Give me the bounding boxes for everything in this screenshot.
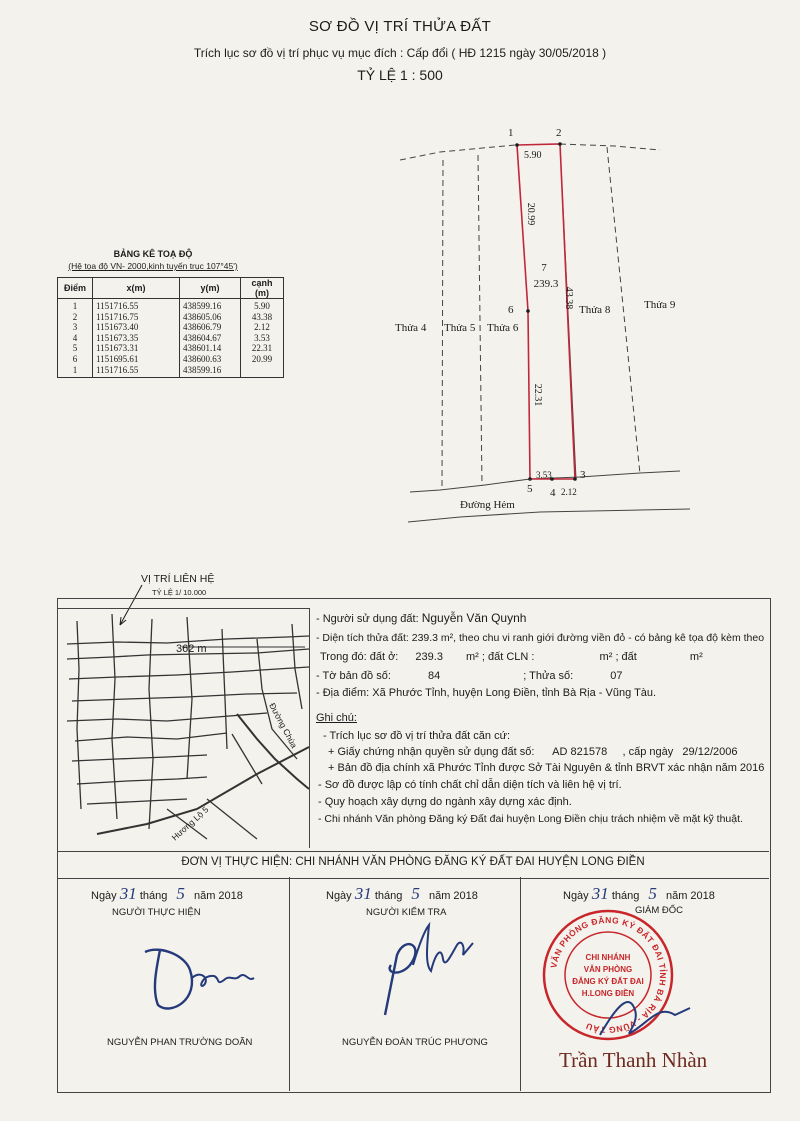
- point-label: 2: [556, 127, 562, 139]
- address-line: - Địa điểm: Xã Phước Tỉnh, huyện Long Điền, tỉnh Bà Rịa - Vũng Tàu.: [316, 687, 657, 699]
- road-label: Hương Lộ 5: [169, 804, 211, 843]
- date-year: năm 2018: [193, 890, 243, 902]
- detail-label: Trong đó: đất ở:: [320, 651, 399, 663]
- edge-length-label: 22.31: [532, 383, 543, 407]
- stamp-ring-text: VĂN PHÒNG ĐĂNG KÝ ĐẤT ĐAI TỈNH BÀ RỊA - VŨNG TÀU: [548, 914, 669, 1036]
- note-line: + Giấy chứng nhận quyền sử dụng đất số: AD 821578 , cấp ngày 29/12/2006: [328, 746, 738, 758]
- signer-name: NGUYỄN PHAN TRƯỜNG DOÃN: [107, 1037, 253, 1048]
- owner-name: Nguyễn Văn Quynh: [421, 611, 527, 625]
- vertex-marker: [526, 309, 530, 313]
- point-label: 6: [508, 304, 514, 316]
- owner-label: - Người sử dụng đất:: [316, 613, 419, 625]
- other-label: ; đất: [615, 651, 637, 663]
- signer-role: GIÁM ĐỐC: [635, 905, 684, 916]
- date-day: 31: [354, 884, 372, 903]
- table-cell: 438606.79: [180, 322, 241, 333]
- table-cell: 5.90: [241, 299, 284, 312]
- table-cell: 438599.16: [180, 299, 241, 312]
- stamp-line: VĂN PHÒNG: [583, 965, 633, 974]
- road-edge-bottom: [408, 509, 690, 522]
- notes-title: Ghi chú:: [316, 712, 357, 724]
- coordinate-table-subtitle: (Hệ tọa độ VN- 2000,kinh tuyến trục 107°45'): [68, 261, 238, 271]
- edge-length-label: 3.53: [536, 470, 552, 480]
- page-subtitle: Trích lục sơ đồ vị trí phục vụ mục đích : Cấp đổi ( HĐ 1215 ngày 30/05/2018 ): [193, 46, 607, 60]
- road-label: Đường Chùa: [267, 701, 300, 750]
- residential-area: 239.3: [415, 651, 443, 663]
- note-line: - Trích lục sơ đồ vị trí thửa đất căn cứ:: [323, 730, 511, 742]
- table-cell: 2: [58, 312, 93, 323]
- table-cell: 438599.16: [180, 365, 241, 378]
- date-month: 5: [411, 884, 420, 903]
- table-cell: 1151673.40: [93, 322, 180, 333]
- unit-label: m²: [689, 651, 703, 663]
- location-map-drawing: [57, 609, 309, 848]
- signature-director: [590, 990, 700, 1050]
- vertex-marker: [515, 143, 519, 147]
- date-year: năm 2018: [428, 890, 478, 902]
- director-name: Trần Thanh Nhàn: [559, 1048, 708, 1072]
- parcel-line-thua-8-9: [607, 147, 640, 474]
- table-cell: 3: [58, 322, 93, 333]
- table-header-cell: Điểm: [58, 278, 93, 299]
- date-day: 31: [119, 884, 137, 903]
- date-day: 31: [591, 884, 609, 903]
- parcel-line-thua-5-6: [478, 155, 482, 486]
- table-header-cell: y(m): [180, 278, 241, 299]
- table-cell: 1: [58, 365, 93, 378]
- date-line: [563, 884, 715, 904]
- stamp-line: ĐĂNG KÝ ĐẤT ĐAI: [572, 977, 644, 986]
- area-line: - Diện tích thửa đất: 239.3 m², theo chu vi ranh giới đường viền đỏ - có bảng kê tọa độ kèm theo: [316, 632, 765, 644]
- table-cell: 1151716.55: [93, 365, 180, 378]
- edge-length-label: 2.12: [561, 487, 577, 497]
- parcel-no: 07: [610, 670, 623, 682]
- road-label: Đường Hẻm: [460, 499, 515, 511]
- neighbor-label: Thửa 5: [444, 322, 476, 334]
- plot-boundary: [517, 144, 575, 479]
- table-cell: 4: [58, 333, 93, 344]
- point-label: 3: [580, 469, 586, 481]
- distance-label: 362 m: [176, 643, 207, 655]
- signer-role: NGƯỜI KIỂM TRA: [366, 907, 447, 918]
- table-cell: 1151716.55: [93, 299, 180, 312]
- note-line: + Bản đồ địa chính xã Phước Tỉnh được Sở Tài Nguyên & tỉnh BRVT xác nhận năm 2016: [328, 762, 765, 774]
- edge-length-label: 5.90: [524, 150, 542, 161]
- unit-label: m²: [466, 651, 479, 663]
- table-cell: 438601.14: [180, 343, 241, 354]
- neighbor-label: Thửa 4: [395, 322, 427, 334]
- table-cell: 20.99: [241, 354, 284, 365]
- column-divider: [289, 877, 290, 1091]
- date-prefix: Ngày: [563, 890, 589, 902]
- date-month: 5: [648, 884, 657, 903]
- stamp-line: CHI NHÁNH: [585, 953, 631, 962]
- table-cell: 1: [58, 299, 93, 312]
- date-month-prefix: tháng: [611, 890, 640, 902]
- signature-doan: [130, 930, 270, 1020]
- point-label: 5: [527, 483, 533, 495]
- map-sheet-row: [316, 670, 623, 682]
- note-line: - Sơ đồ được lập có tính chất chỉ dẫn diện tích và liên hệ vị trí.: [318, 779, 622, 791]
- table-cell: 43.38: [241, 312, 284, 323]
- date-month: 5: [176, 884, 185, 903]
- stamp-line: H.LONG ĐIỀN: [581, 989, 635, 998]
- date-prefix: Ngày: [326, 890, 352, 902]
- note-line: - Quy hoạch xây dựng do ngành xây dựng xác định.: [318, 796, 572, 808]
- table-cell: 438600.63: [180, 354, 241, 365]
- point-label: 1: [508, 127, 514, 139]
- signer-name: NGUYỄN ĐOÀN TRÚC PHƯƠNG: [342, 1037, 488, 1048]
- table-cell: 1151695.61: [93, 354, 180, 365]
- edge-length-label: 43.38: [563, 286, 574, 310]
- location-map: [57, 608, 310, 848]
- unit-label: ĐƠN VỊ THỰC HIỆN: CHI NHÁNH VĂN PHÒNG ĐĂNG KÝ ĐẤT ĐAI HUYỆN LONG ĐIỀN: [181, 856, 645, 868]
- unit-label: m²: [599, 651, 613, 663]
- page-title: SƠ ĐỒ VỊ TRÍ THỬA ĐẤT: [308, 18, 492, 35]
- location-map-title: VỊ TRÍ LIÊN HỆ: [141, 573, 215, 585]
- date-month-prefix: tháng: [139, 890, 168, 902]
- top-boundary-dashed-right: [560, 144, 660, 150]
- scale-label: TỶ LỆ 1 : 500: [357, 67, 443, 83]
- table-cell: 438604.67: [180, 333, 241, 344]
- column-divider: [520, 877, 521, 1091]
- map-sheet-number: 84: [427, 670, 441, 682]
- top-boundary-dashed: [400, 145, 515, 160]
- coordinate-table-title: BẢNG KÊ TOẠ ĐỘ: [113, 249, 193, 259]
- table-cell: 3.53: [241, 333, 284, 344]
- signature-phuong: [355, 915, 495, 1025]
- table-cell: 22.31: [241, 343, 284, 354]
- parcel-area: 239.3: [533, 278, 559, 290]
- date-line: [326, 884, 478, 904]
- parcel-no-label: ; Thửa số:: [523, 670, 574, 682]
- note-line: - Chi nhánh Văn phòng Đăng ký Đất đai huyện Long Điền chịu trách nhiệm về mặt kỹ thuật.: [318, 813, 743, 825]
- signer-role: NGƯỜI THỰC HIỆN: [112, 907, 201, 918]
- cln-label: ; đất CLN :: [481, 651, 535, 663]
- table-cell: 1151673.31: [93, 343, 180, 354]
- edge-length-label: 20.99: [525, 202, 536, 226]
- vertex-marker: [558, 142, 562, 146]
- table-cell: 1151673.35: [93, 333, 180, 344]
- date-year: năm 2018: [665, 890, 715, 902]
- table-cell: 438605.06: [180, 312, 241, 323]
- vertex-marker: [573, 477, 577, 481]
- point-label: 4: [550, 487, 556, 499]
- parcel-line-thua-4-5: [442, 160, 443, 487]
- table-header-cell: cạnh (m): [241, 278, 284, 299]
- table-cell: 6: [58, 354, 93, 365]
- table-cell: 1151716.75: [93, 312, 180, 323]
- parcel-number: 7: [541, 262, 547, 274]
- area-detail-row: [320, 651, 703, 663]
- date-month-prefix: tháng: [374, 890, 403, 902]
- table-header-cell: x(m): [93, 278, 180, 299]
- neighbor-label: Thửa 9: [644, 299, 676, 311]
- date-line: [91, 884, 243, 904]
- location-map-scale: TỶ LỆ 1/ 10.000: [152, 588, 207, 597]
- table-cell: 2.12: [241, 322, 284, 333]
- neighbor-label: Thửa 6: [487, 322, 519, 334]
- neighbor-label: Thửa 8: [579, 304, 611, 316]
- map-sheet-label: - Tờ bản đồ số:: [316, 670, 391, 682]
- owner-row: [316, 611, 526, 625]
- table-cell: 5: [58, 343, 93, 354]
- date-prefix: Ngày: [91, 890, 117, 902]
